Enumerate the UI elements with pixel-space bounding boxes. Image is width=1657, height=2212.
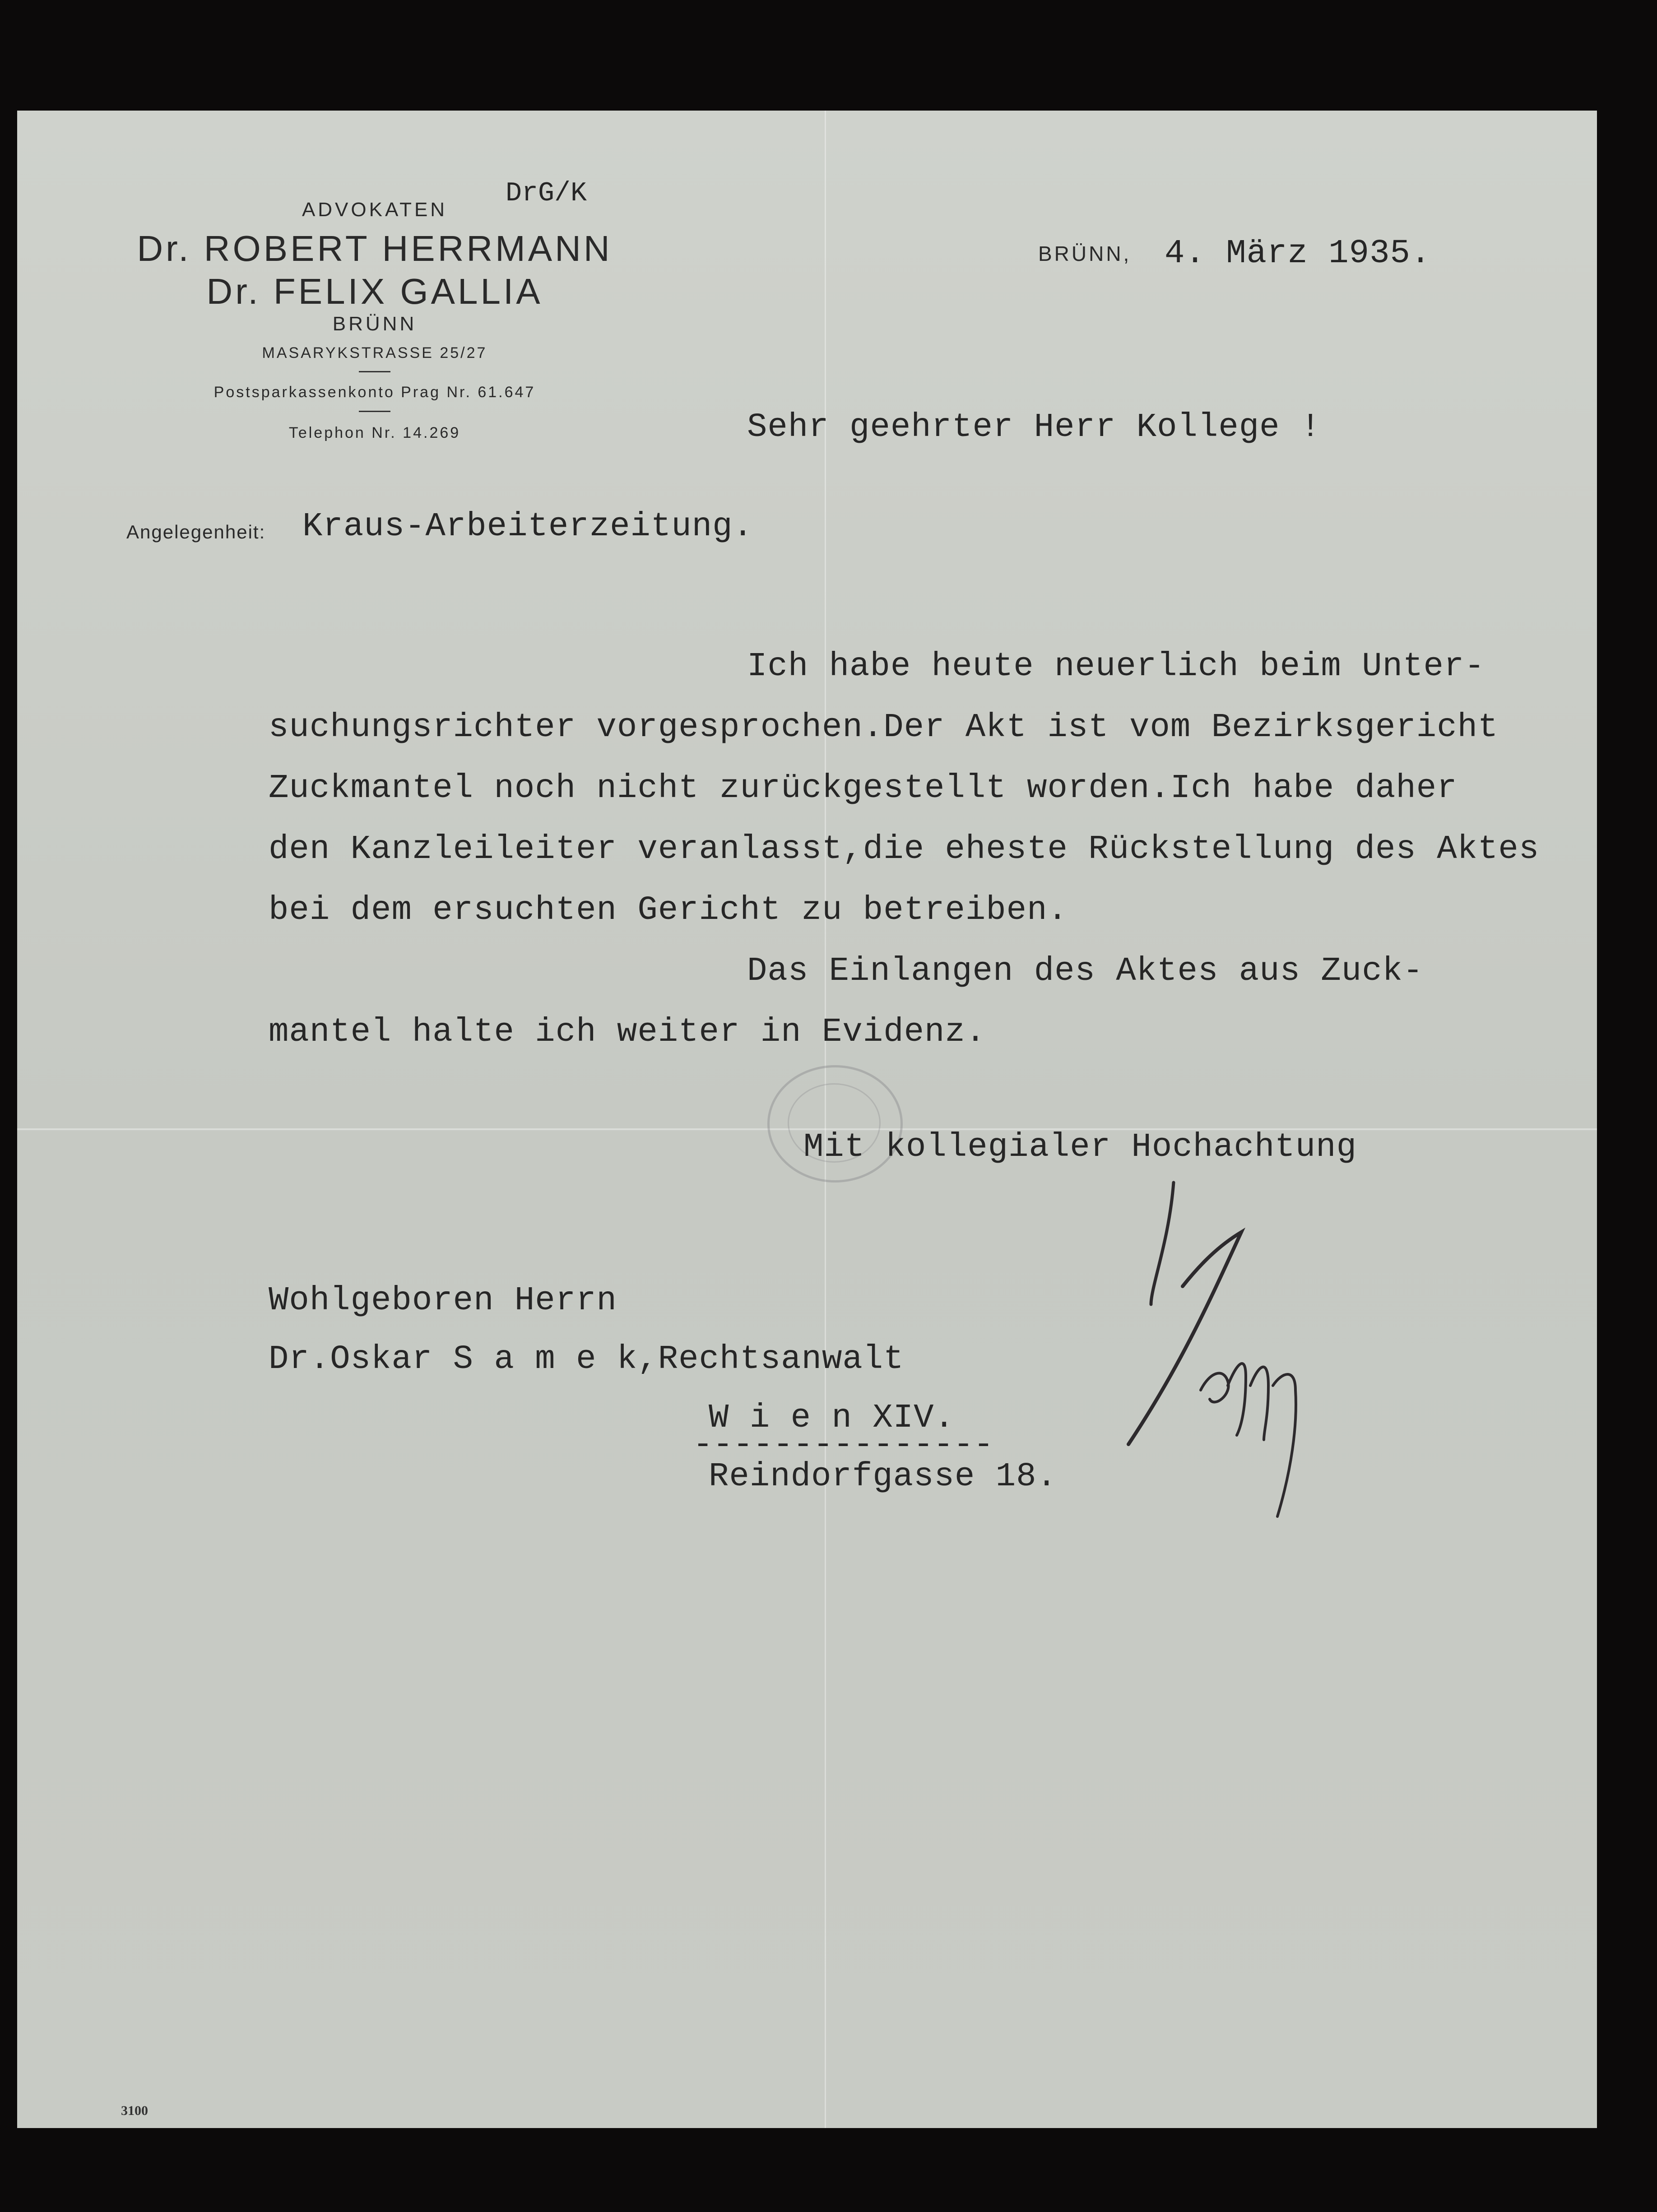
letterhead-divider: [359, 411, 390, 412]
handwritten-signature: [1119, 1173, 1327, 1521]
body-line: den Kanzleileiter veranlasst,die eheste Rückstellung des Aktes: [269, 830, 1540, 868]
body-line: bei dem ersuchten Gericht zu betreiben.: [269, 891, 1068, 929]
recipient-name: Dr.Oskar S a m e k,Rechtsanwalt: [269, 1340, 904, 1378]
closing: Mit kollegialer Hochachtung: [803, 1128, 1357, 1166]
salutation: Sehr geehrter Herr Kollege !: [747, 408, 1321, 446]
body-line: suchungsrichter vorgesprochen.Der Akt ist vom Bezirksgericht: [269, 709, 1499, 747]
recipient-salutation: Wohlgeboren Herrn: [269, 1282, 617, 1320]
letterhead-telephone: Telephon Nr. 14.269: [288, 424, 461, 441]
body-line: Das Einlangen des Aktes aus Zuck-: [747, 952, 1424, 990]
recipient-city-underline: ---------------: [693, 1426, 994, 1464]
letterhead-city: BRÜNN: [332, 313, 417, 335]
body-line: Zuckmantel noch nicht zurückgestellt worden.Ich habe daher: [269, 770, 1457, 807]
letterhead-profession: ADVOKATEN: [302, 199, 448, 221]
matter-subject: Kraus-Arbeiterzeitung.: [302, 508, 753, 546]
matter-label: Angelegenheit:: [126, 521, 266, 543]
letterhead-name-herrmann: Dr. ROBERT HERRMANN: [137, 228, 613, 269]
body-line: Ich habe heute neuerlich beim Unter-: [747, 648, 1485, 686]
recipient-street: Reindorfgasse 18.: [709, 1458, 1057, 1496]
letterhead-address: MASARYKSTRASSE 25/27: [262, 344, 487, 362]
letterhead-postal-account: Postsparkassenkonto Prag Nr. 61.647: [214, 384, 536, 401]
body-line: mantel halte ich weiter in Evidenz.: [269, 1013, 986, 1051]
letter-date: 4. März 1935.: [1165, 235, 1431, 273]
form-number: 3100: [121, 2103, 148, 2118]
reference-code: DrG/K: [506, 178, 587, 209]
letterhead-name-gallia: Dr. FELIX GALLIA: [206, 271, 543, 311]
place-label: BRÜNN,: [1038, 242, 1132, 265]
recipient-city: W i e n XIV.: [709, 1399, 955, 1437]
letterhead-divider: [359, 371, 390, 372]
